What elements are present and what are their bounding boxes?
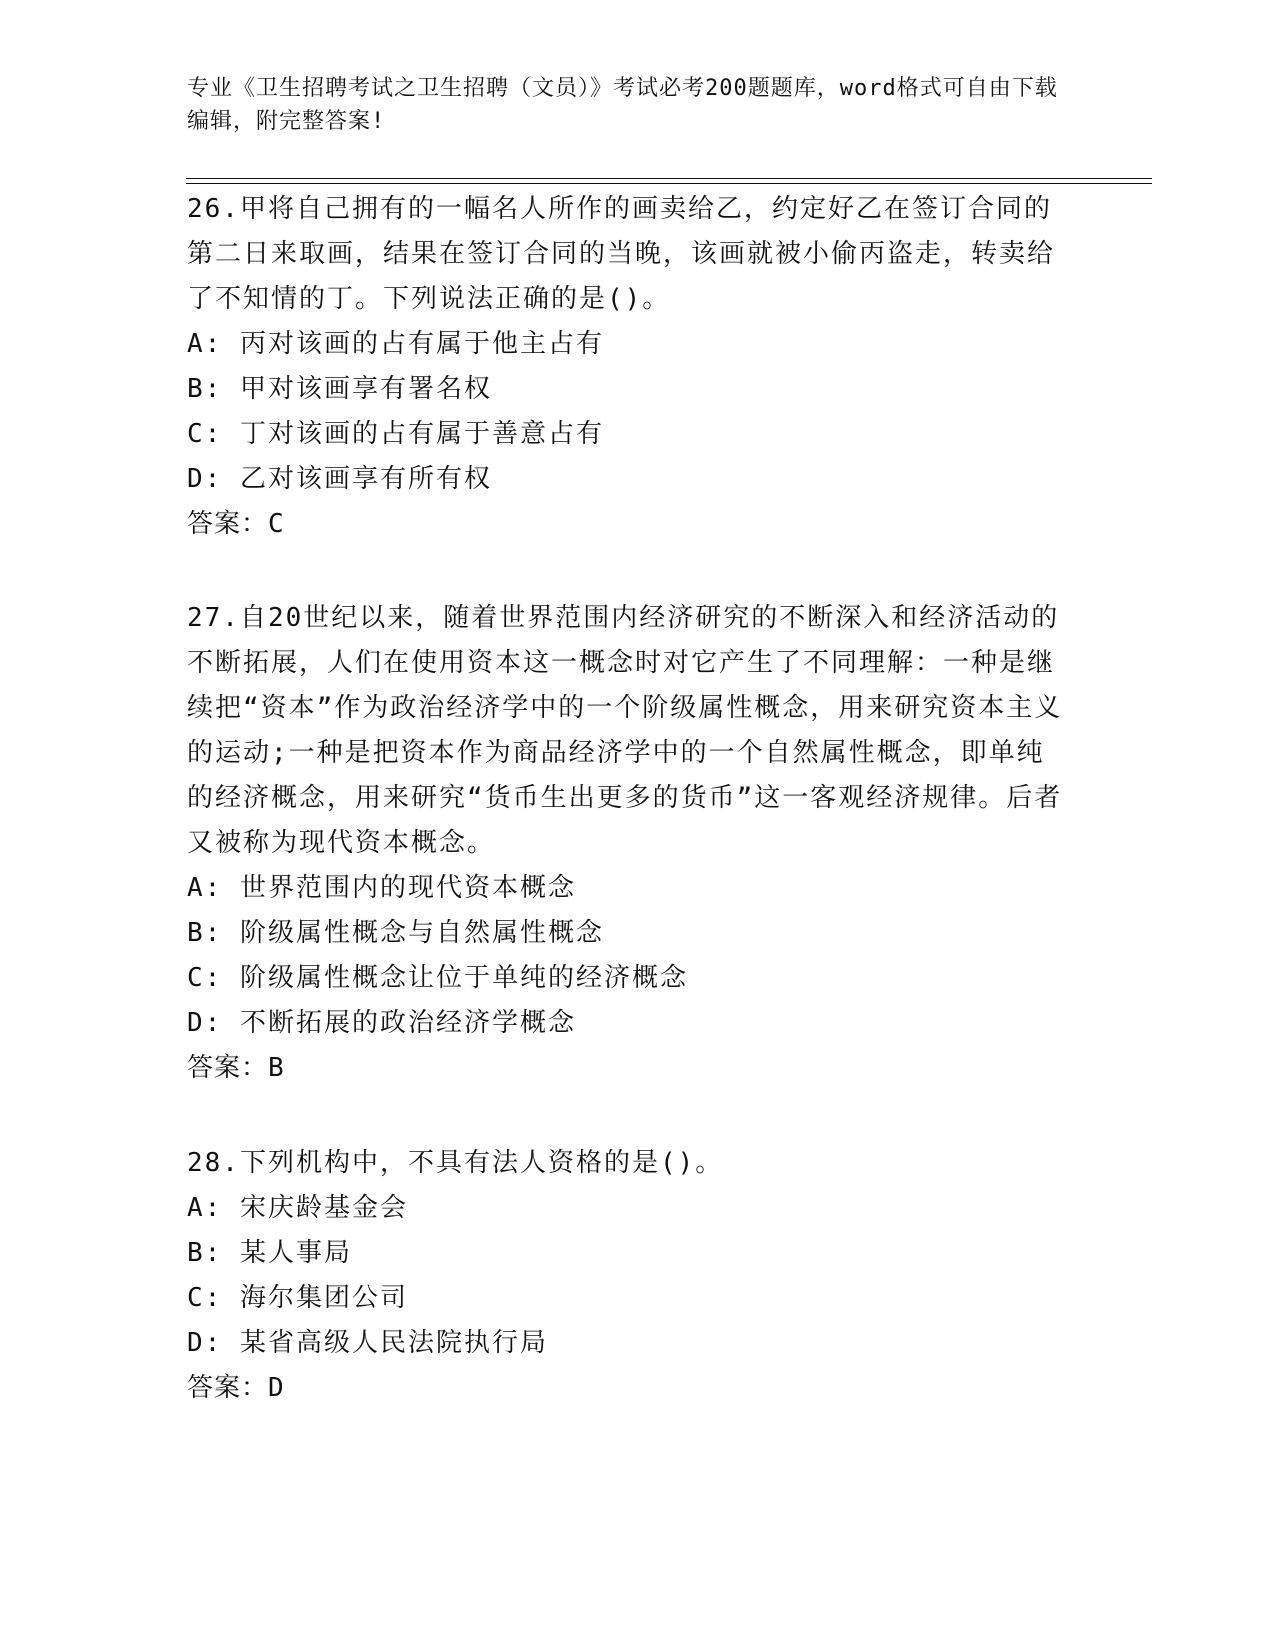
header-rule-top [186, 178, 1152, 179]
option-b: B: 阶级属性概念与自然属性概念 [187, 918, 604, 948]
question-28 [187, 1141, 1067, 1411]
document-header: 专业《卫生招聘考试之卫生招聘（文员）》考试必考200题题库，word格式可自由下载编辑，附完整答案! [187, 76, 1058, 134]
option-a: A: 世界范围内的现代资本概念 [187, 873, 576, 903]
option-c: C: 海尔集团公司 [187, 1283, 408, 1313]
answer: 答案：B [187, 1053, 285, 1083]
option-b: B: 甲对该画享有署名权 [187, 374, 492, 404]
option-c: C: 阶级属性概念让位于单纯的经济概念 [187, 963, 688, 993]
question-stem: 28.下列机构中，不具有法人资格的是()。 [187, 1148, 724, 1178]
answer: 答案：D [187, 1373, 285, 1403]
question-stem: 26.甲将自己拥有的一幅名人所作的画卖给乙，约定好乙在签订合同的第二日来取画，结果在签订合同的当晚，该画就被小偷丙盗走，转卖给了不知情的丁。下列说法正确的是()。 [187, 194, 1056, 314]
header-rule-bottom [186, 183, 1152, 184]
answer: 答案：C [187, 509, 285, 539]
option-d: D: 不断拓展的政治经济学概念 [187, 1008, 576, 1038]
option-a: A: 宋庆龄基金会 [187, 1193, 408, 1223]
option-d: D: 乙对该画享有所有权 [187, 464, 492, 494]
option-b: B: 某人事局 [187, 1238, 352, 1268]
option-c: C: 丁对该画的占有属于善意占有 [187, 419, 604, 449]
question-27 [187, 596, 1067, 1091]
option-d: D: 某省高级人民法院执行局 [187, 1328, 548, 1358]
question-stem: 27.自20世纪以来，随着世界范围内经济研究的不断深入和经济活动的不断拓展，人们在使用资本这一概念时对它产生了不同理解：一种是继续把“资本”作为政治经济学中的一个阶级属性概念，用来研究资本主义的运动;一种是把资本作为商品经济学中的一个自然属性概念，即单纯的经济概念，用来研究“货币生出更多的货币”这一客观经济规律。后者又被称为现代资本概念。 [187, 603, 1063, 858]
option-a: A: 丙对该画的占有属于他主占有 [187, 329, 604, 359]
question-26 [187, 187, 1067, 547]
